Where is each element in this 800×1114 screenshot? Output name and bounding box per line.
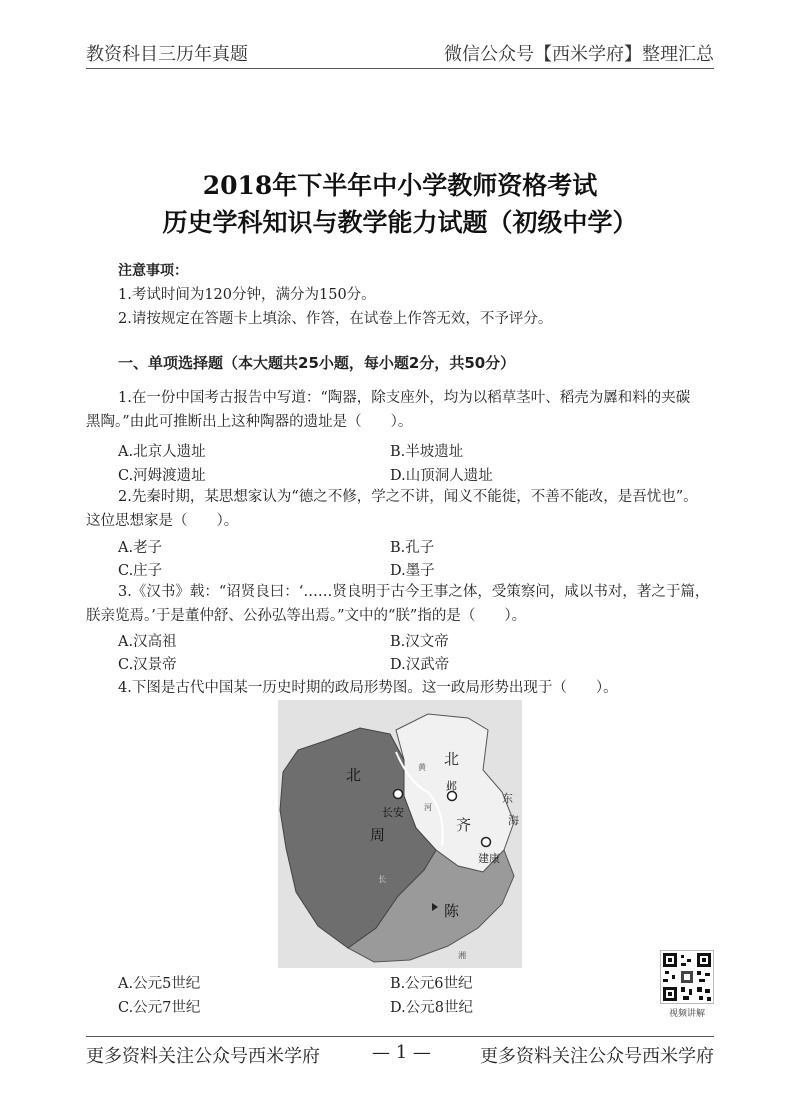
map-label-jiankang: 建康 bbox=[478, 852, 500, 865]
map-label-river-jiang: 长 bbox=[378, 875, 386, 884]
historical-map bbox=[278, 700, 522, 968]
header-rule bbox=[86, 68, 714, 69]
notice-item-2: 2.请按规定在答题卡上填涂、作答，在试卷上作答无效，不予评分。 bbox=[118, 311, 553, 327]
map-label-east-sea-1: 东 bbox=[502, 792, 513, 805]
q3-line2: 朕亲览焉。’于是董仲舒、公孙弘等出焉。”文中的“朕”指的是（ ）。 bbox=[86, 608, 527, 624]
section-heading: 一、单项选择题（本大题共25小题，每小题2分，共50分） bbox=[118, 354, 516, 372]
q2-option-a[interactable]: A.老子 bbox=[118, 540, 163, 556]
map-label-river-south: 湘 bbox=[458, 951, 466, 960]
map-label-chang-an: 长安 bbox=[382, 806, 404, 819]
q4-option-d[interactable]: D.公元8世纪 bbox=[390, 1000, 473, 1016]
q2-line2: 这位思想家是（ ）。 bbox=[86, 513, 239, 529]
map-label-east-sea-2: 海 bbox=[508, 814, 519, 827]
chang-an-marker bbox=[394, 790, 403, 799]
q3-option-d[interactable]: D.汉武帝 bbox=[390, 657, 450, 673]
footer-left: 更多资料关注公众号西米学府 bbox=[86, 1046, 320, 1067]
map-label-river-huang: 黄 bbox=[418, 763, 426, 772]
jiankang-marker bbox=[482, 838, 491, 847]
q1-line2: 黑陶。”由此可推断出上这种陶器的遗址是（ ）。 bbox=[86, 414, 413, 430]
q2-option-b[interactable]: B.孔子 bbox=[390, 540, 435, 556]
map-label-north-qi-1: 北 bbox=[444, 750, 460, 768]
q1-option-d[interactable]: D.山顶洞人遗址 bbox=[390, 468, 493, 484]
map-label-north-zhou-1: 北 bbox=[346, 766, 362, 784]
q3-line1: 3.《汉书》载：“诏贤良曰：‘……贤良明于古今王事之体，受策察问，咸以书对，著之于篇， bbox=[118, 584, 710, 600]
footer-rule bbox=[86, 1036, 714, 1037]
page-title-line1: 2018年下半年中小学教师资格考试 bbox=[202, 171, 598, 200]
map-label-chen: 陈 bbox=[444, 902, 460, 920]
notice-heading: 注意事项： bbox=[118, 263, 188, 279]
footer-right: 更多资料关注公众号西米学府 bbox=[480, 1046, 714, 1067]
q1-option-c[interactable]: C.河姆渡遗址 bbox=[118, 468, 206, 484]
notice-item-1: 1.考试时间为120分钟，满分为150分。 bbox=[118, 287, 376, 303]
q2-option-c[interactable]: C.庄子 bbox=[118, 563, 163, 579]
q2-option-d[interactable]: D.墨子 bbox=[390, 563, 435, 579]
q4-option-c[interactable]: C.公元7世纪 bbox=[118, 1000, 201, 1016]
q3-option-a[interactable]: A.汉高祖 bbox=[118, 634, 177, 650]
map-label-north-qi-2: 齐 bbox=[456, 816, 472, 834]
q1-line1: 1.在一份中国考古报告中写道：“陶器，除支座外，均为以稻草茎叶、稻壳为羼和料的夹碳 bbox=[118, 390, 691, 406]
q3-option-b[interactable]: B.汉文帝 bbox=[390, 634, 449, 650]
map-label-north-zhou-2: 周 bbox=[370, 826, 386, 844]
q4-line1: 4.下图是古代中国某一历史时期的政局形势图。这一政局形势出现于（ ）。 bbox=[118, 680, 618, 696]
qr-caption: 视频讲解 bbox=[668, 1009, 705, 1019]
q2-line1: 2.先秦时期，某思想家认为“德之不修，学之不讲，闻义不能徙，不善不能改，是吾忧也”。 bbox=[118, 489, 698, 505]
header-right: 微信公众号【西米学府】整理汇总 bbox=[444, 44, 714, 65]
map-label-river-he: 河 bbox=[424, 803, 432, 812]
q4-option-a[interactable]: A.公元5世纪 bbox=[118, 976, 201, 992]
header-left: 教资科目三历年真题 bbox=[86, 44, 248, 65]
page-title-line2: 历史学科知识与教学能力试题（初级中学） bbox=[162, 208, 638, 237]
q4-option-b[interactable]: B.公元6世纪 bbox=[390, 976, 473, 992]
map-label-ye: 邺 bbox=[446, 780, 457, 793]
page-number: — 1 — bbox=[372, 1042, 431, 1063]
q1-option-b[interactable]: B.半坡遗址 bbox=[390, 444, 464, 460]
qr-code[interactable] bbox=[660, 950, 714, 1004]
q1-option-a[interactable]: A.北京人遗址 bbox=[118, 444, 206, 460]
q3-option-c[interactable]: C.汉景帝 bbox=[118, 657, 177, 673]
qr-code-icon bbox=[661, 951, 713, 1003]
